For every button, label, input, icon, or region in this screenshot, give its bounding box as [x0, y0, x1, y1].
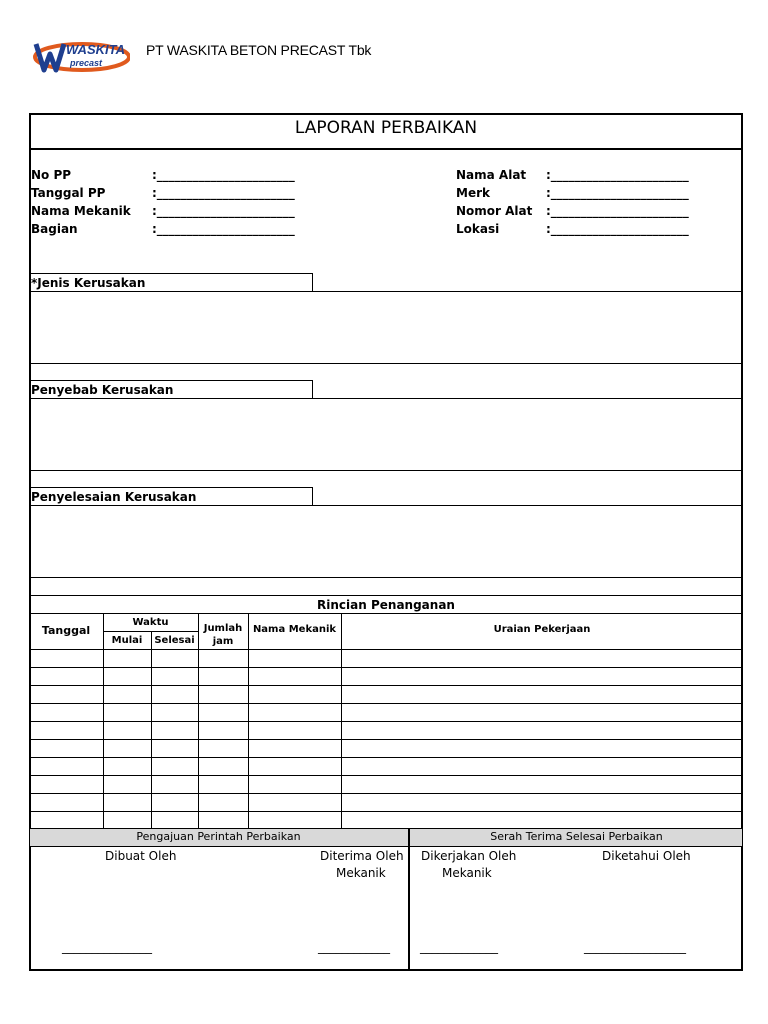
label-dikerjakan-mekanik: Mekanik	[442, 866, 492, 880]
divider	[29, 613, 743, 614]
divider	[29, 846, 743, 847]
col-header-mulai: Mulai	[111, 635, 143, 646]
signature-line-diketahui[interactable]: _________________	[584, 940, 686, 954]
field-blank-tanggal-pp[interactable]: :_______________________	[152, 186, 295, 200]
field-blank-no-pp[interactable]: :_______________________	[152, 168, 295, 182]
divider	[312, 505, 743, 506]
field-blank-bagian[interactable]: :_______________________	[152, 222, 295, 236]
section-label-penyelesaian-kerusakan: Penyelesaian Kerusakan	[31, 490, 197, 504]
table-header-bottom	[29, 649, 743, 650]
table-row	[29, 667, 743, 668]
col-divider	[151, 631, 152, 828]
table-row	[29, 685, 743, 686]
table-row	[29, 739, 743, 740]
company-logo	[30, 36, 130, 76]
footer-header-pengajuan: Pengajuan Perintah Perbaikan	[136, 830, 301, 843]
field-label-merk: Merk	[456, 186, 490, 200]
table-row	[29, 703, 743, 704]
col-header-jam: jam	[212, 636, 234, 647]
logo-subtext: precast	[70, 58, 103, 68]
divider	[29, 470, 743, 471]
title-divider	[29, 148, 743, 150]
field-label-lokasi: Lokasi	[456, 222, 500, 236]
field-blank-merk[interactable]: :_______________________	[546, 186, 689, 200]
divider	[312, 398, 743, 399]
table-row	[29, 775, 743, 776]
table-row	[29, 757, 743, 758]
label-diterima-mekanik: Mekanik	[336, 866, 386, 880]
signature-line-dibuat[interactable]: _______________	[62, 940, 152, 954]
label-diketahui-oleh: Diketahui Oleh	[602, 849, 691, 863]
divider	[29, 363, 743, 364]
divider	[29, 595, 743, 596]
col-header-nama-mekanik: Nama Mekanik	[252, 624, 337, 635]
field-label-bagian: Bagian	[31, 222, 78, 236]
col-header-waktu: Waktu	[132, 617, 169, 628]
section-label-penyebab-kerusakan: Penyebab Kerusakan	[31, 383, 174, 397]
field-label-nama-alat: Nama Alat	[456, 168, 527, 182]
field-blank-lokasi[interactable]: :_______________________	[546, 222, 689, 236]
field-blank-nama-mekanik[interactable]: :_______________________	[152, 204, 295, 218]
divider	[312, 291, 743, 292]
field-label-no-pp: No PP	[31, 168, 72, 182]
table-row	[29, 811, 743, 812]
form-title: LAPORAN PERBAIKAN	[294, 118, 478, 138]
footer-header-serah-terima: Serah Terima Selesai Perbaikan	[490, 830, 663, 843]
divider	[29, 828, 743, 829]
label-dibuat-oleh: Dibuat Oleh	[105, 849, 177, 863]
table-row	[29, 721, 743, 722]
field-blank-nama-alat[interactable]: :_______________________	[546, 168, 689, 182]
signature-line-diterima[interactable]: ____________	[318, 940, 390, 954]
col-header-tanggal: Tanggal	[41, 624, 91, 637]
company-name: PT WASKITA BETON PRECAST Tbk	[146, 42, 372, 58]
col-header-jumlah: Jumlah	[203, 623, 243, 634]
field-label-nama-mekanik: Nama Mekanik	[31, 204, 131, 218]
field-label-nomor-alat: Nomor Alat	[456, 204, 533, 218]
label-diterima-oleh: Diterima Oleh	[320, 849, 404, 863]
label-dikerjakan-oleh: Dikerjakan Oleh	[421, 849, 517, 863]
divider	[29, 577, 743, 578]
col-header-selesai: Selesai	[154, 635, 195, 646]
section-label-jenis-kerusakan: *Jenis Kerusakan	[31, 276, 146, 290]
table-row	[29, 793, 743, 794]
col-header-uraian: Uraian Pekerjaan	[493, 624, 591, 635]
footer-divider	[408, 828, 410, 971]
logo-text: WASKITA	[66, 42, 125, 57]
signature-line-dikerjakan[interactable]: _____________	[420, 940, 498, 954]
field-label-tanggal-pp: Tanggal PP	[31, 186, 106, 200]
table-title: Rincian Penanganan	[317, 598, 455, 612]
field-blank-nomor-alat[interactable]: :_______________________	[546, 204, 689, 218]
